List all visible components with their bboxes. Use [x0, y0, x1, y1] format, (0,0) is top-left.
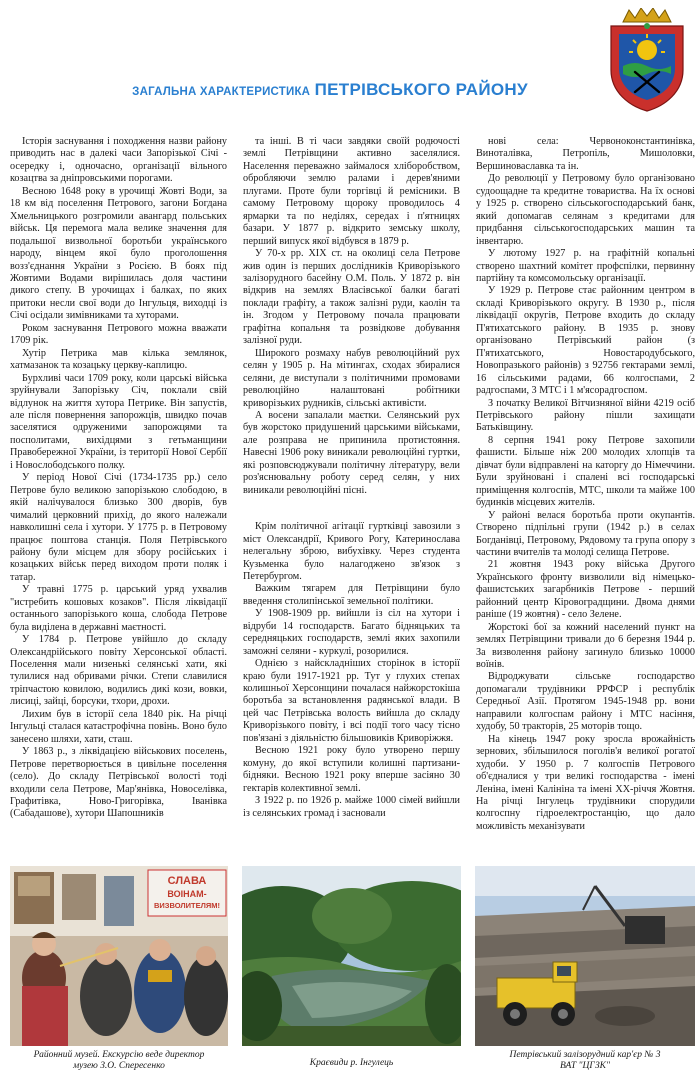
paragraph: У районі велася боротьба проти окупантів. Створено підпільні групи (1942 р.) в селах Богданівці, Петровому, Рядовому та група опору з частини вчителів та молоді селища Петрове.: [476, 509, 695, 558]
caption-line: музею З.О. Спересенко: [73, 1061, 165, 1071]
paragraph: У травні 1775 р. царський уряд ухвалив "истребить кошовых козаков". Після ліквідації останнього запорізького коша, слобода Петрове була виділена в державні маєтності.: [10, 584, 227, 633]
caption-quarry: [475, 1050, 695, 1072]
paragraph: Бурхливі часи 1709 року, коли царські війська зруйнували Запорізьку Січ, поклали свій відлунок на життя хутора Петрике. Він запустів, але після повернення запорожців, швидко почав заселятися одруженими запорожцями та посполитами, вихідцями з гетьманщини Правобережної України, із території Нової Сербії і Новослободського полку.: [10, 372, 227, 471]
paragraph: У 1784 р. Петрове увійшло до складу Олександрійського повіту Херсонської області. Поселення мали низенькі селянські хати, які тулилися над обривами річки. Степи славилися тріпчастою ковилою, водились дикі кози, вовки, лисиці, зайці, борсуки, тхори, дрохи.: [10, 634, 227, 708]
banner-line-3: ВИЗВОЛИТЕЛЯМ!: [153, 901, 221, 910]
text-column-3: [476, 136, 695, 858]
paragraph: У 1863 р., з ліквідацією військових поселень, Петрове перетворюється в цивільне поселення (село). До складу Петрівської волості тоді входили села Петрове, Мар'янівка, Новоселівка, Графитівка, Ново-Григорівка, Іванівка (Сабадашове), хутори Шапошників: [10, 746, 227, 820]
article-body: [10, 136, 695, 858]
paragraph: Весною 1648 року в урочищі Жовті Води, за 18 км від поселення Петрового, загони Богдана Хмельницького розгромили авангард польських військ. Ця перемога мала велике значення для подальшої визвольної боротьби українського народу, вінцем якої було проголошення возз'єднання України з Росією. В боях під Жовтими Водами вирішилась доля частини дикого степу. В урочищах і балках, по яких притоки несли свої води до Інгульця, виходці із Січі осідали зимівниками та хуторами.: [10, 185, 227, 322]
paragraph: нові села: Червоноконстантинівка, Виноталівка, Петропіль, Мишоловки, Вершиноваславка та ін.: [476, 136, 695, 172]
quarry-photo: [475, 866, 695, 1046]
paragraph: На кінець 1947 року зросла врожайність зернових, збільшилося поголів'я великої рогатої худоби. У 1950 р. 7 колгоспів Петрового об'єдналися у три великі господарства - імені Леніна, імені Калініна та імені XX-річчя Жовтня. На річці Інгулець трудівники спорудили колгоспну гідроелектростанцію, що дало можливість механізувати: [476, 733, 695, 832]
paragraph: Широкого розмаху набув революційний рух селян у 1905 р. На мітингах, сходах збиралися селяни, де виступали з політичними промовами революційно налаштовані робітники криворізьких рудників, сільські активісти.: [243, 347, 460, 409]
paragraph: Крім політичної агітації гуртківці завозили з міст Олександрії, Кривого Рогу, Катеринослава нелегальну зброю, вибухівку. Через студента Кузьменка було налагоджено зв'язок з Петербургом.: [243, 521, 460, 582]
paragraph: У період Нової Січі (1734-1735 рр.) село Петрове було великою запорізькою слободою, в якій налічувалося близько 300 дворів, був чималий церковний прихід, до якого належали навколишні села і хутори. У 1775 р. в Петровому працює поштова станція. Поля Петрівського району були місцем для збору російських і козацьких військ перед виходом проти поляк і татар.: [10, 472, 227, 583]
paragraph: У 1908-1909 рр. вийшли із сіл на хутори і відруби 14 господарств. Багато бідняцьких та середняцьких господарств, землі яких захопили заможні селяни - куркулі, розорилися.: [243, 608, 460, 657]
column-gap: [243, 497, 460, 521]
caption-line: ВАТ "ЦГЗК": [560, 1061, 610, 1071]
banner-line-2: ВОІНАМ-: [167, 889, 207, 899]
caption-line: Районний музей. Екскурсію веде директор: [33, 1050, 205, 1060]
caption-line: Краєвиди р. Інгулець: [309, 1058, 394, 1068]
paragraph: Важким тягарем для Петрівщини було введення столипінської земельної політики.: [243, 583, 460, 607]
paragraph: Жорстокі бої за кожний населений пункт на землях Петрівщини тривали до 6 березня 1944 р. За визволення району загинуло близько 10000 воїнів.: [476, 621, 695, 671]
banner-line-1: СЛАВА: [167, 875, 207, 887]
river-landscape-photo: [242, 866, 461, 1046]
title-prefix: ЗАГАЛЬНА ХАРАКТЕРИСТИКА: [132, 86, 311, 98]
caption-line: Петрівський залізорудний кар'єр № 3: [509, 1050, 661, 1060]
paragraph: У 1929 р. Петрове стає районним центром в складі Криворізького округу. В 1930 р., після ліквідації округів, Петрове входить до складу П'ятихатського району. В 1935 р. знову організовано Петрівський район (з П'ятихатського, Новостародубського, Новопразького районів) з 92756 гектарами землі, 16 сільськими радами, 66 колгоспами, 2 радгоспами, 3 МТС і 1 м'ясорадгоспом.: [476, 285, 695, 397]
museum-photo: [10, 866, 228, 1046]
paragraph: Історія заснування і походження назви району приводить нас в далекі часи Запорізької Січі - осередку і, одночасно, організації вільного козацтва за дніпровськими порогами.: [10, 136, 227, 185]
caption-river: [242, 1058, 461, 1069]
paragraph: 8 серпня 1941 року Петрове захопили фашисти. Більше ніж 200 молодих хлопців та дівчат були відправлені на каторгу до Німеччини. Були зруйновані і спалені всі господарські приміщення колгоспів, МТС, школи та майже 100 будинків місцевих жителів.: [476, 434, 695, 509]
paragraph: До революції у Петровому було організовано судоощадне та кредитне товариства. На їх основі у 1925 р. створено сільськогосподарський банк, який допомагав селянам з кредитами для придбання сільськогосподарських машин та інвентарю.: [476, 173, 695, 247]
paragraph: У 70-х рр. XIX ст. на околиці села Петрове жив один із перших дослідників Криворізького залізорудного басейну О.М. Поль. У 1872 р. він відкрив на землях Власівської балки багаті поклади графіту, а також залізні руди, каолін та ін. Згодом у Петровому почала працювати графітна копальня та розвідкове добування залізної руди.: [243, 248, 460, 347]
paragraph: та інші. В ті часи завдяки своїй родючості землі Петрівщини активно заселялися. Населення переважно займалося хліборобством, обробляючи землю ралами і дерев'яними плугами. Проте були торгівці й ремісники. В самому Петровому щороку проводилось 4 ярмарки та по неділях, середах і п'ятницях базари. У 1877 р. відкрито земську школу, перший випуск якої відбувся в 1879 р.: [243, 136, 460, 247]
paragraph: Весною 1921 року було утворено першу комуну, до якої вступили колишні партизани-бідняки. Весною 1921 року вперше засіяно 30 гектарів колективної землі.: [243, 745, 460, 794]
paragraph: З 1922 р. по 1926 р. майже 1000 сімей вийшли із селянських громад і засновали: [243, 795, 460, 819]
paragraph: А восени запалали маєтки. Селянський рух був жорстоко придушений царськими військами, але розправа не припинила протистояння. Навесні 1906 року виникали революційні гуртки, які розповсюджували політичну літературу, вели роз'яснювальну роботу серед селян, у них виникали революційні пісні.: [243, 409, 460, 496]
paragraph: Відроджувати сільське господарство допомагали трудівники РРФСР і республік Середньої Азії. Протягом 1945-1948 рр. вони направили колгоспам району і МТС насіння, худобу, 50 тракторів, 25 моторів тощо.: [476, 671, 695, 733]
paragraph: Хутір Петрика мав кілька землянок, хатмазанок та козацьку церкву-каплицю.: [10, 347, 227, 372]
paragraph: У лютому 1927 р. на графітній копальні створено шахтний комітет профспілки, первинну партійну та комсомольську організації.: [476, 248, 695, 284]
text-column-1: [10, 136, 227, 858]
paragraph: 21 жовтня 1943 року війська Другого Українського фронту визволили від німецько-фашистських загарбників Петрове - перший районний центр Кіровоградщини. Двома днями раніше (19 жовтня) - село Зелене.: [476, 559, 695, 621]
paragraph: Роком заснування Петрового можна вважати 1709 рік.: [10, 322, 227, 347]
paragraph: Однією з найскладніших сторінок в історії краю були 1917-1921 рр. Тут у глухих степах колишньої Херсонщини почалася найжорстокіша боротьба за встановлення радянської влади. В цей час Петрівська волость вийшла до складу Криворізького повіту, і всі події того часу тісно пов'язані з діяльністю більшовиків Криворіжжя.: [243, 658, 460, 744]
title-main: ПЕТРІВСЬКОГО РАЙОНУ: [314, 80, 528, 99]
page-title: [70, 80, 590, 100]
coat-of-arms-emblem: [603, 8, 691, 112]
paragraph: Лихим був в історії села 1840 рік. На річці Інгульці сталася катастрофічна повінь. Воно було занесено шляхи, хати, сташ.: [10, 708, 227, 745]
paragraph: З початку Великої Вітчизняної війни 4219 осіб Петрівського району пішли захищати Батьківщину.: [476, 397, 695, 434]
text-column-2: [243, 136, 460, 858]
caption-museum: [10, 1050, 228, 1072]
